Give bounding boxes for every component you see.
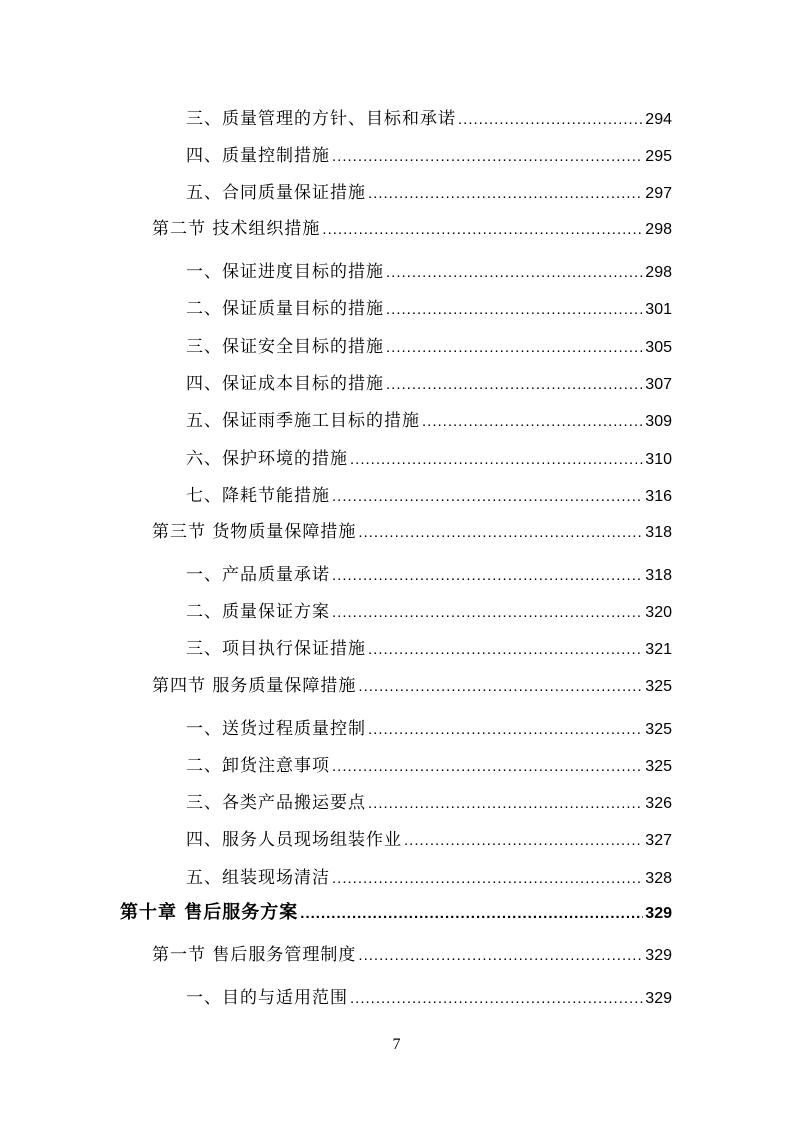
dot-leader — [368, 719, 643, 741]
dot-leader — [332, 756, 643, 778]
dot-leader — [322, 219, 643, 241]
dot-leader — [458, 109, 643, 131]
toc-page-number: 325 — [645, 721, 672, 738]
toc-page-number: 326 — [645, 795, 672, 812]
dot-leader — [368, 639, 643, 661]
toc-entry[interactable] — [186, 638, 672, 661]
toc-entry[interactable] — [186, 601, 672, 624]
toc-entry-label: 五、合同质量保证措施 — [186, 183, 366, 203]
toc-entry[interactable] — [186, 564, 672, 587]
toc-entry-label: 第四节 服务质量保障措施 — [152, 676, 357, 696]
toc-entry[interactable] — [186, 987, 672, 1010]
toc-entry-label: 四、保证成本目标的措施 — [186, 374, 384, 394]
toc-entry[interactable] — [186, 755, 672, 778]
toc-entry[interactable] — [186, 718, 672, 741]
toc-entry-label: 三、质量管理的方针、目标和承诺 — [186, 109, 456, 129]
toc-page-number: 294 — [645, 111, 672, 128]
dot-leader — [332, 565, 643, 587]
toc-entry[interactable] — [152, 675, 672, 698]
toc-entry[interactable] — [186, 108, 672, 131]
toc-entry[interactable] — [186, 410, 672, 433]
dot-leader — [422, 411, 643, 433]
dot-leader — [350, 988, 643, 1010]
toc-page-number: 329 — [645, 905, 672, 922]
toc-entry-label: 三、项目执行保证措施 — [186, 639, 366, 659]
toc-page-number: 316 — [645, 488, 672, 505]
toc-chapter-entry[interactable] — [120, 902, 672, 925]
toc-page-number: 310 — [645, 451, 672, 468]
toc-entry[interactable] — [186, 336, 672, 359]
toc-entry-label: 第三节 货物质量保障措施 — [152, 522, 357, 542]
dot-leader — [368, 183, 643, 205]
toc-page-number: 301 — [645, 301, 672, 318]
toc-entry-label: 六、保护环境的措施 — [186, 449, 348, 469]
toc-entry[interactable] — [152, 218, 672, 241]
dot-leader — [358, 676, 643, 698]
toc-page-number: 305 — [645, 339, 672, 356]
dot-leader — [386, 374, 643, 396]
toc-entry[interactable] — [186, 261, 672, 284]
toc-entry-label: 第二节 技术组织措施 — [152, 219, 321, 239]
toc-entry[interactable] — [186, 867, 672, 890]
toc-entry-label: 三、保证安全目标的措施 — [186, 337, 384, 357]
dot-leader — [386, 299, 643, 321]
toc-entry-label: 五、保证雨季施工目标的措施 — [186, 411, 420, 431]
toc-entry-label: 二、保证质量目标的措施 — [186, 299, 384, 319]
dot-leader — [332, 868, 643, 890]
toc-entry-label: 第十章 售后服务方案 — [120, 902, 299, 923]
dot-leader — [358, 945, 643, 967]
toc-entry-label: 一、保证进度目标的措施 — [186, 262, 384, 282]
toc-entry[interactable] — [186, 298, 672, 321]
toc-page-number: 297 — [645, 185, 672, 202]
toc-page-number: 298 — [645, 264, 672, 281]
toc-page-number: 327 — [645, 832, 672, 849]
toc-page-number: 318 — [645, 524, 672, 541]
toc-entry[interactable] — [186, 829, 672, 852]
dot-leader — [386, 337, 643, 359]
toc-page-number: 307 — [645, 376, 672, 393]
dot-leader — [368, 793, 643, 815]
dot-leader — [332, 602, 643, 624]
toc-page-number: 320 — [645, 604, 672, 621]
toc-entry-label: 第一节 售后服务管理制度 — [152, 945, 357, 965]
toc-page-number: 329 — [645, 947, 672, 964]
toc-entry-label: 二、卸货注意事项 — [186, 756, 330, 776]
dot-leader — [350, 449, 643, 471]
toc-entry[interactable] — [186, 792, 672, 815]
toc-entry-label: 四、质量控制措施 — [186, 146, 330, 166]
toc-entry[interactable] — [186, 145, 672, 168]
toc-page-number: 318 — [645, 567, 672, 584]
toc-entry-label: 二、质量保证方案 — [186, 602, 330, 622]
toc-page-number: 325 — [645, 678, 672, 695]
toc-entry[interactable] — [152, 521, 672, 544]
toc-page-number: 309 — [645, 413, 672, 430]
dot-leader — [300, 903, 643, 925]
toc-entry-label: 四、服务人员现场组装作业 — [186, 830, 402, 850]
page-number: 7 — [392, 1036, 401, 1053]
toc-entry[interactable] — [186, 448, 672, 471]
dot-leader — [332, 486, 643, 508]
toc-entry-label: 五、组装现场清洁 — [186, 868, 330, 888]
dot-leader — [358, 522, 643, 544]
toc-entry-label: 三、各类产品搬运要点 — [186, 793, 366, 813]
toc-entry[interactable] — [186, 373, 672, 396]
toc-entry[interactable] — [186, 485, 672, 508]
dot-leader — [404, 830, 643, 852]
toc-entry[interactable] — [152, 944, 672, 967]
toc-entry-label: 七、降耗节能措施 — [186, 486, 330, 506]
toc-entry-label: 一、目的与适用范围 — [186, 988, 348, 1008]
toc-entry-label: 一、产品质量承诺 — [186, 565, 330, 585]
toc-entry-label: 一、送货过程质量控制 — [186, 719, 366, 739]
toc-page-number: 328 — [645, 870, 672, 887]
toc-page-number: 298 — [645, 221, 672, 238]
toc-page-number: 329 — [645, 990, 672, 1007]
toc-page-number: 295 — [645, 148, 672, 165]
toc-entry[interactable] — [186, 182, 672, 205]
dot-leader — [386, 262, 643, 284]
toc-page-number: 321 — [645, 641, 672, 658]
dot-leader — [332, 146, 643, 168]
toc-page-number: 325 — [645, 758, 672, 775]
